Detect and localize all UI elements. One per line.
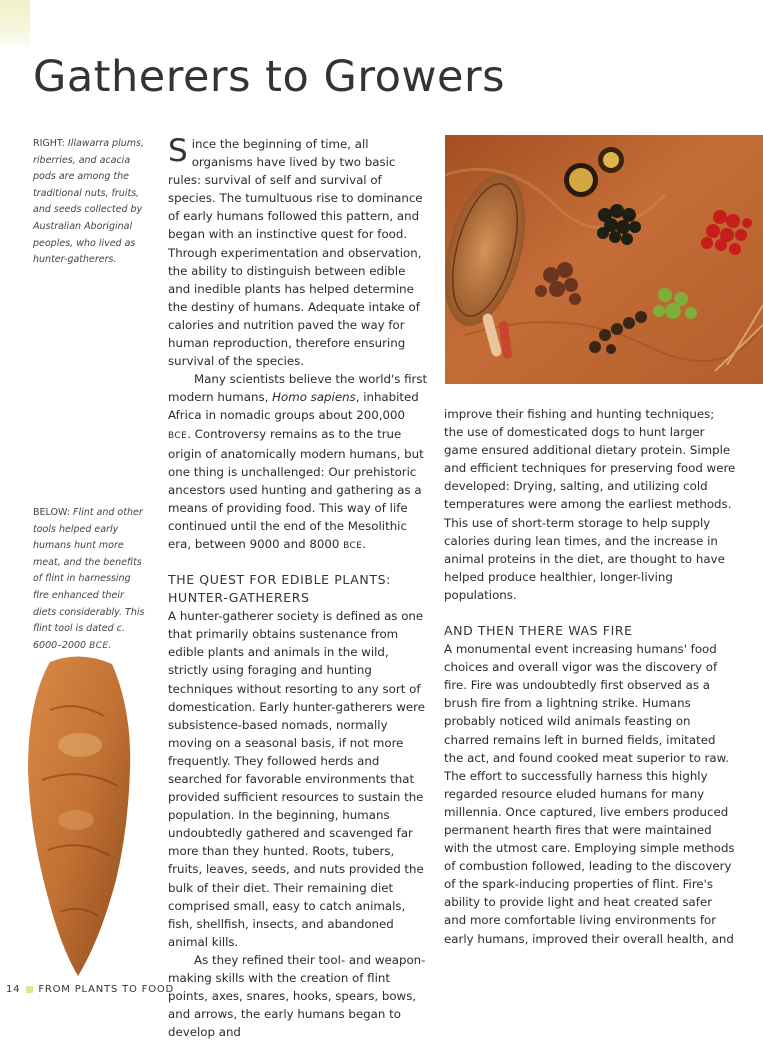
paragraph-food-preservation: improve their fishing and hunting techniques; the use of domesticated dogs to hunt larger game ensured additional dietary protein. Simple and efficient techniques for preserving food were developed: Drying, salting, and utilizing cold temperatures were among the earliest methods. This use of short-term storage to help supply calories during lean times, and the increase in animal proteins in the diet, are thought to have helped produce healthier, longer-living populations. [444, 407, 736, 602]
page-footer [6, 984, 174, 995]
intro-text: ince the beginning of time, all organisms have lived by two basic rules: survival of self and survival of species. The tumultuous rise to dominance of early humans followed this pattern, and began with an instinctive quest for food. Through experimentation and observation, the ability to distinguish between edible and inedible plants has helped determine the destiny of humans. Adequate intake of calories and nutrition paved the way for human reproduction, therefore ensuring survival of the species. [168, 137, 423, 369]
era-label: BCE [168, 430, 188, 441]
page-number: 14 [6, 984, 21, 995]
para2-c: . Controversy remains as to the true origin of anatomically modern humans, but one thing is unchallenged: Our prehistoric ancestors used hunting and gathering as a means of providing food. This way of life continued until the end of the Mesolithic era, between 9000 and 8000 [168, 426, 424, 552]
paragraph-hunter-gatherer-definition: A hunter-gatherer society is defined as one that primarily obtains sustenance from edible plants and animals in the wild, strictly using foraging and hunting techniques without resorting to any sort of domestication. Early hunter-gatherers were subsistence-based nomads, normally moving on a seasonal basis, if not more frequently. They followed herds and searched for favorable environments that provided sufficient resources to sustain the population. In the beginning, humans undoubtedly gathered and scavenged far more than they hunted. Roots, tubers, fruits, leaves, seeds, and nuts provided the bulk of their diet. Their remaining diet comprised small, easy to catch animals, fish, shellfish, insects, and abandoned animal kills. [168, 609, 425, 949]
heading-line-2: HUNTER-GATHERERS [168, 590, 310, 606]
drop-cap: S [168, 133, 188, 169]
paragraph-fire: A monumental event increasing humans' food choices and overall vigor was the discovery of fire. Fire was undoubtedly first observed as a brush fire from a lightning strike. Humans probably noticed wild animals feasting on charred remains left in burned fields, imitated the act, and found cooked meat superior to raw. The effort to successfully harness this highly regarded resource eluded humans for many millennia. Once captured, live embers produced permanent hearth fires that were maintained with the utmost care. Employing simple methods of combustion followed, leading to the discovery of the spark-inducing properties of flint. Fire's ability to provide light and heat created safer and more comfortable living environments for early humans, improved their overall health, and [444, 642, 735, 946]
era-label: BCE [343, 541, 363, 552]
photo-bush-foods [445, 135, 763, 384]
caption-right [33, 136, 149, 269]
running-footer: FROM PLANTS TO FOOD [38, 984, 175, 995]
paragraph-modern-humans [168, 370, 430, 555]
caption-below [33, 505, 149, 654]
caption-below-text: Flint and other tools helped early humans hunt more meat, and the benefits of flint in harnessing fire enhanced their diets considerably. This flint tool is dated [33, 507, 145, 635]
corner-decoration [0, 0, 30, 50]
caption-right-lead: RIGHT: [33, 138, 65, 149]
article-column-2 [444, 405, 736, 948]
section-heading-hunter-gatherers [168, 571, 430, 607]
heading-line-1: THE QUEST FOR EDIBLE PLANTS: [168, 572, 391, 588]
section-heading-fire: AND THEN THERE WAS FIRE [444, 623, 633, 639]
species-name: Homo sapiens [272, 390, 356, 405]
para2-a: Many scientists believe the world's first modern humans, [168, 372, 428, 405]
paragraph-tool-making: As they refined their tool- and weapon-making skills with the creation of flint points, axes, snares, hooks, spears, bows, and arrows, the early humans began to develop and [168, 952, 426, 1040]
caption-below-era: BCE. [89, 640, 112, 651]
article-column-1 [168, 135, 430, 1041]
intro-paragraph [168, 135, 430, 370]
caption-below-date: c. 6000–2000 [33, 623, 125, 651]
photo-flint-tool [20, 650, 140, 980]
caption-below-lead: BELOW: [33, 507, 70, 518]
para2-b: , inhabited Africa in nomadic groups about 200,000 [168, 390, 419, 423]
page-title: Gatherers to Growers [33, 52, 506, 102]
caption-right-text: Illawarra plums, riberries, and acacia pods are among the traditional nuts, fruits, and seeds collected by Australian Aboriginal peoples, who lived as hunter-gatherers. [33, 138, 144, 266]
para2-d: . [362, 537, 367, 552]
footer-marker [26, 986, 33, 993]
